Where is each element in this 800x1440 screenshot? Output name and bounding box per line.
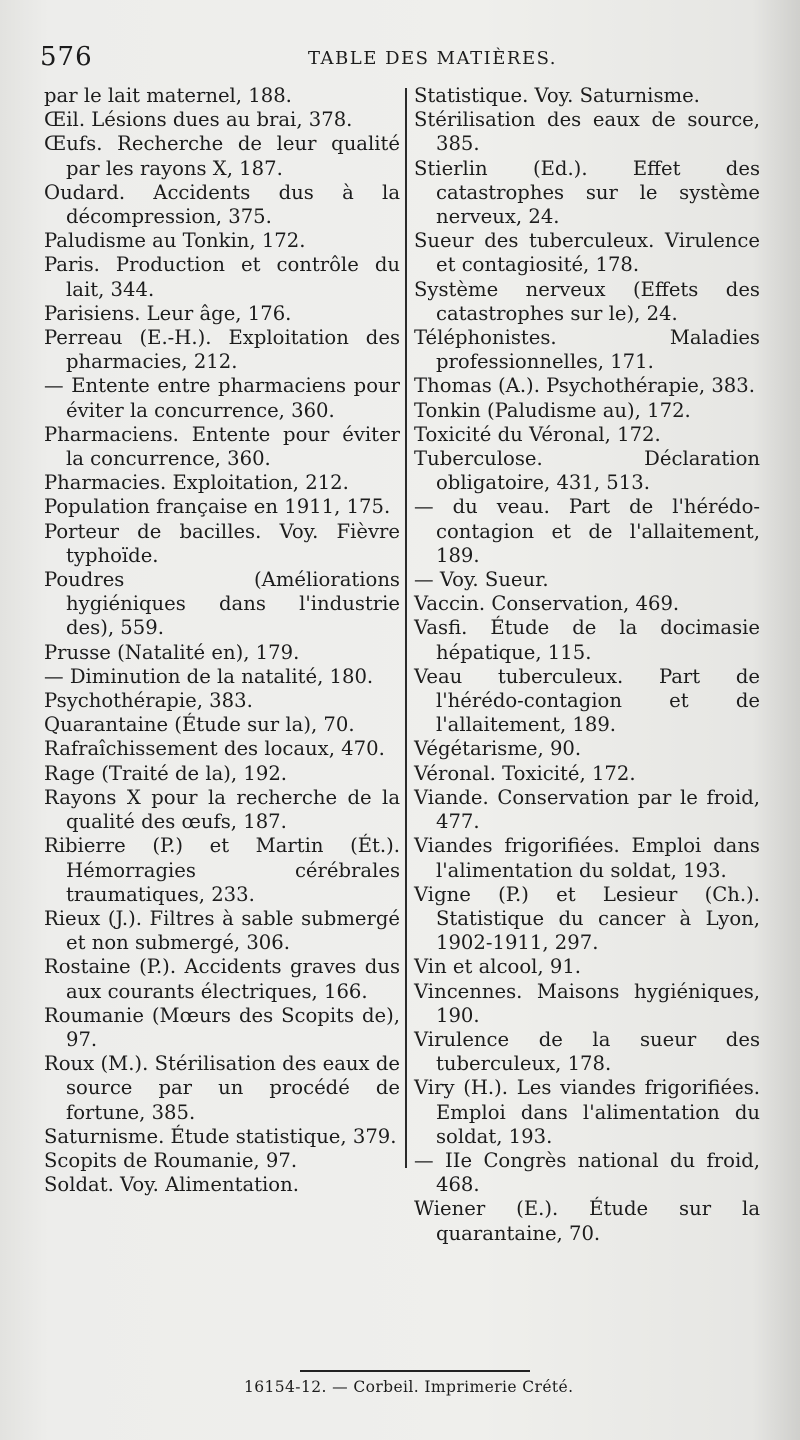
page-header [36,40,764,80]
index-entry: Tuberculose. Déclaration obligatoire, 431, 513. [414,447,760,495]
index-entry: Sueur des tuberculeux. Virulence et contagiosité, 178. [414,229,760,277]
index-entry: Vasfi. Étude de la docimasie hépatique, 115. [414,616,760,664]
index-entry: Viandes frigorifiées. Emploi dans l'alimentation du soldat, 193. [414,834,760,882]
index-entry: Poudres (Améliorations hygiéniques dans l'industrie des), 559. [44,568,400,640]
index-entry: Soldat. Voy. Alimentation. [44,1173,299,1197]
index-entry: Statistique. Voy. Saturnisme. [414,84,700,107]
index-entry: — Diminution de la natalité, 180. [44,664,374,688]
index-entry: Vin et alcool, 91. [414,955,582,979]
index-entry: — Voy. Sueur. [414,568,549,592]
index-entry: Wiener (E.). Étude sur la quarantaine, 70. [414,1197,760,1245]
index-entry: Rayons X pour la recherche de la qualité des œufs, 187. [44,785,400,834]
index-entry: Pharmacies. Exploitation, 212. [44,471,349,495]
index-entry: Perreau (E.-H.). Exploitation des pharmacies, 212. [44,326,400,374]
index-entry: Véronal. Toxicité, 172. [414,761,636,785]
index-entry: — du veau. Part de l'hérédo-contagion et de l'allaitement, 189. [414,495,760,567]
index-entry: Rieux (J.). Filtres à sable submergé et non submergé, 306. [44,906,400,955]
index-entry: Paludisme au Tonkin, 172. [44,229,306,253]
index-entry: Scopits de Roumanie, 97. [44,1148,298,1172]
index-entry: Porteur de bacilles. Voy. Fièvre typhoïde. [44,519,400,567]
index-entry: Système nerveux (Effets des catastrophes sur le), 24. [414,277,760,325]
printer-imprint: 16154-12. — Corbeil. Imprimerie Crété. [244,1378,574,1396]
index-entry: Végétarisme, 90. [414,737,582,761]
index-entry: Téléphonistes. Maladies professionnelles, 171. [414,326,760,374]
index-entry: Oudard. Accidents dus à la décompression, 375. [44,180,400,229]
column-divider [405,88,407,1168]
index-entry: Paris. Production et contrôle du lait, 344. [44,253,400,301]
index-entry: Psychothérapie, 383. [44,689,253,713]
index-entry: Rostaine (P.). Accidents graves dus aux courants électriques, 166. [44,955,400,1003]
index-entry: Œufs. Recherche de leur qualité par les rayons X, 187. [44,132,400,180]
index-entry: Ribierre (P.) et Martin (Ét.). Hémorragies cérébrales traumatiques, 233. [44,834,400,906]
index-entry: Prusse (Natalité en), 179. [44,640,300,664]
index-entry: Vigne (P.) et Lesieur (Ch.). Statistique du cancer à Lyon, 1902-1911, 297. [414,882,760,955]
index-entry: Quarantaine (Étude sur la), 70. [44,713,355,737]
index-entry: Veau tuberculeux. Part de l'hérédo-contagion et de l'allaitement, 189. [414,664,760,737]
index-entry: Saturnisme. Étude statistique, 379. [44,1124,397,1148]
index-entry: Toxicité du Véronal, 172. [414,422,661,446]
index-entry: Roux (M.). Stérilisation des eaux de source par un procédé de fortune, 385. [44,1052,400,1124]
index-entry: par le lait maternel, 188. [44,84,292,107]
footer-rule [300,1370,530,1372]
index-entry: Vaccin. Conservation, 469. [414,592,680,616]
running-title: TABLE DES MATIÈRES. [308,48,557,69]
index-entry: Œil. Lésions dues au brai, 378. [44,108,353,132]
index-entry: Roumanie (Mœurs des Scopits de), 97. [44,1003,400,1051]
left-column [44,84,400,1197]
index-entry: Virulence de la sueur des tuberculeux, 178. [414,1027,760,1076]
right-column [414,84,760,1246]
index-entry: Population française en 1911, 175. [44,495,391,519]
index-entry: Viande. Conservation par le froid, 477. [414,785,760,834]
index-entry: Vincennes. Maisons hygiéniques, 190. [414,979,760,1027]
index-entry: Pharmaciens. Entente pour éviter la concurrence, 360. [44,422,400,471]
page-number: 576 [40,42,93,72]
index-entry: Rage (Traité de la), 192. [44,761,288,785]
index-entry: Rafraîchissement des locaux, 470. [44,737,385,761]
index-entry: — IIe Congrès national du froid, 468. [414,1148,760,1197]
index-entry: — Entente entre pharmaciens pour éviter la concurrence, 360. [44,374,400,422]
index-entry: Stérilisation des eaux de source, 385. [414,108,760,156]
index-entry: Tonkin (Paludisme au), 172. [414,398,691,422]
index-entry: Stierlin (Ed.). Effet des catastrophes sur le système nerveux, 24. [414,156,760,229]
index-entry: Thomas (A.). Psychothérapie, 383. [414,374,755,398]
index-entry: Viry (H.). Les viandes frigorifiées. Emploi dans l'alimentation du soldat, 193. [414,1076,760,1148]
index-entry: Parisiens. Leur âge, 176. [44,301,292,325]
